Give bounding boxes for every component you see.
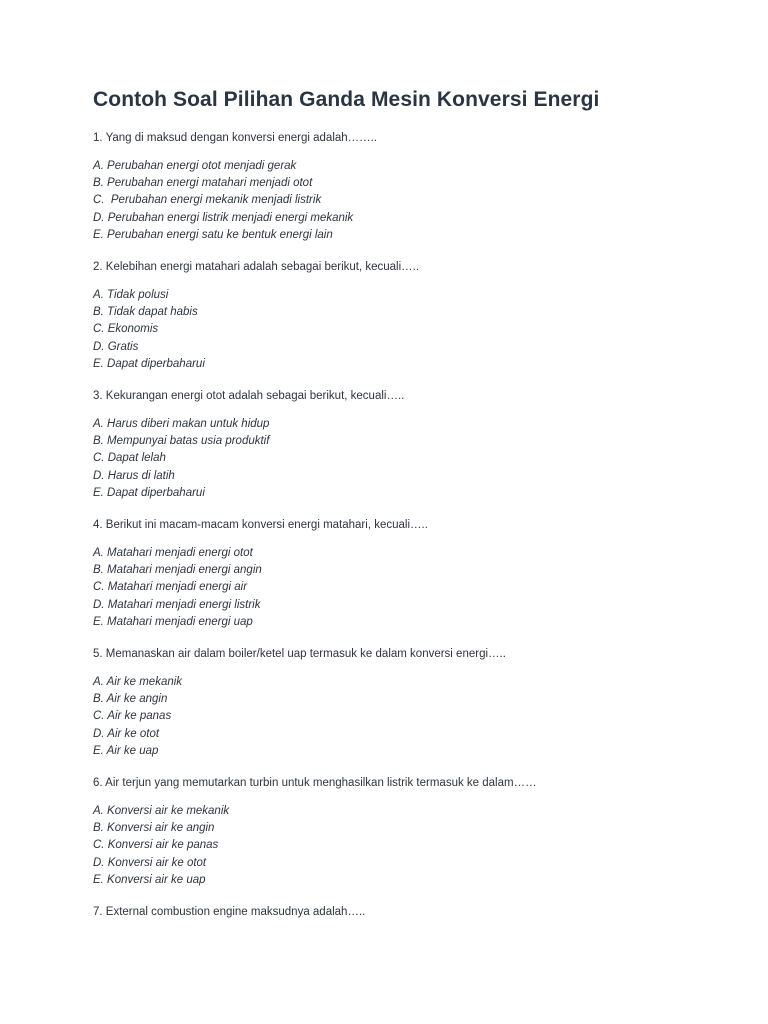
answer-option: C. Dapat lelah [93, 452, 166, 465]
answer-option: B. Air ke angin [93, 693, 168, 706]
question-5 [93, 647, 733, 760]
answer-option: E. Dapat diperbaharui [93, 357, 205, 370]
question-text: 6. Air terjun yang memutarkan turbin untuk menghasilkan listrik termasuk ke dalam…… [93, 777, 537, 790]
answer-option: A. Konversi air ke mekanik [93, 805, 230, 818]
question-3 [93, 389, 733, 502]
answer-option: A. Matahari menjadi energi otot [93, 547, 253, 560]
answer-option: D. Matahari menjadi energi listrik [93, 598, 261, 611]
question-7 [93, 905, 733, 920]
answer-option: C. Perubahan energi mekanik menjadi listrik [93, 194, 322, 207]
answer-option: D. Harus di latih [93, 469, 175, 482]
answer-option: E. Dapat diperbaharui [93, 486, 205, 499]
answer-option: A. Perubahan energi otot menjadi gerak [93, 160, 297, 172]
document-page [93, 86, 733, 932]
answer-option: E. Matahari menjadi energi uap [93, 615, 253, 628]
answer-option: B. Matahari menjadi energi angin [93, 564, 262, 577]
question-1 [93, 131, 733, 244]
page-title: Contoh Soal Pilihan Ganda Mesin Konversi Energi [93, 88, 600, 111]
answer-option: A. Tidak polusi [93, 289, 169, 302]
answer-option: C. Konversi air ke panas [93, 839, 219, 852]
answer-options [93, 158, 733, 244]
answer-option: E. Air ke uap [93, 744, 159, 757]
answer-option: D. Perubahan energi listrik menjadi energi mekanik [93, 211, 354, 224]
answer-option: A. Harus diberi makan untuk hidup [93, 418, 270, 431]
question-text: 1. Yang di maksud dengan konversi energi adalah…….. [93, 132, 378, 144]
answer-option: B. Konversi air ke angin [93, 822, 215, 835]
answer-option: B. Perubahan energi matahari menjadi otot [93, 177, 313, 190]
answer-option: C. Air ke panas [93, 710, 172, 723]
question-text: 4. Berikut ini macam-macam konversi energi matahari, kecuali….. [93, 519, 428, 532]
answer-option: E. Perubahan energi satu ke bentuk energi lain [93, 228, 333, 241]
question-4 [93, 518, 733, 631]
answer-options [93, 803, 733, 889]
answer-options [93, 416, 733, 502]
question-text: 7. External combustion engine maksudnya adalah….. [93, 906, 366, 919]
answer-option: C. Matahari menjadi energi air [93, 581, 248, 594]
answer-option: B. Tidak dapat habis [93, 306, 198, 319]
answer-option: D. Gratis [93, 340, 139, 353]
answer-options [93, 287, 733, 373]
question-6 [93, 776, 733, 889]
answer-option: C. Ekonomis [93, 323, 159, 336]
question-text: 5. Memanaskan air dalam boiler/ketel uap termasuk ke dalam konversi energi….. [93, 648, 506, 661]
answer-option: D. Konversi air ke otot [93, 856, 207, 869]
answer-option: E. Konversi air ke uap [93, 873, 206, 886]
question-text: 2. Kelebihan energi matahari adalah sebagai berikut, kecuali….. [93, 261, 420, 274]
answer-option: B. Mempunyai batas usia produktif [93, 435, 270, 448]
answer-options [93, 674, 733, 760]
answer-option: D. Air ke otot [93, 727, 160, 740]
question-list [93, 131, 733, 920]
answer-options [93, 545, 733, 631]
question-text: 3. Kekurangan energi otot adalah sebagai berikut, kecuali….. [93, 390, 405, 403]
question-2 [93, 260, 733, 373]
answer-option: A. Air ke mekanik [93, 676, 183, 689]
